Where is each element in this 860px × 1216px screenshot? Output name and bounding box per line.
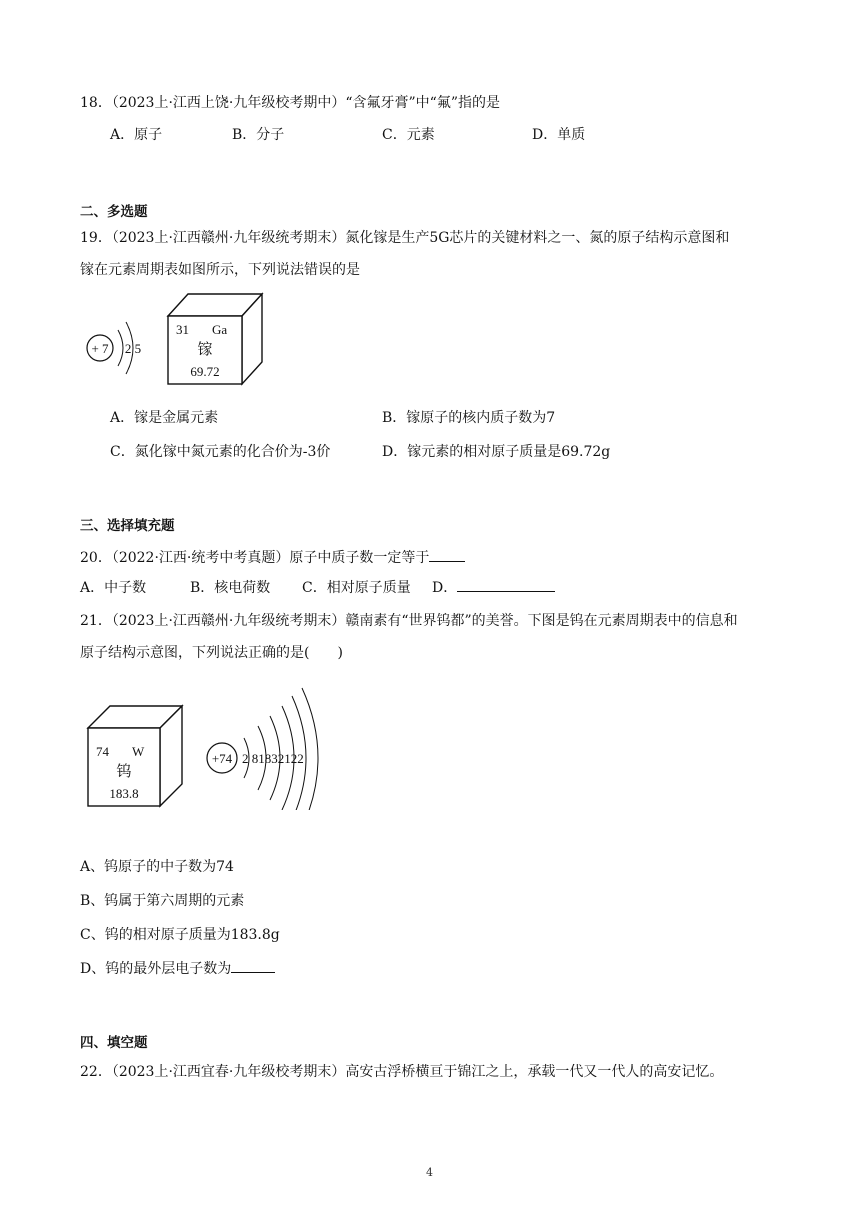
q18-option-b: B．分子 (232, 127, 285, 143)
section-heading-select-fill: 三、选择填充题 (80, 518, 175, 534)
page-number: 4 (426, 1166, 433, 1179)
tungsten-shell-label: 2 81832122 (242, 751, 304, 766)
q21-option-a: A、钨原子的中子数为74 (80, 859, 234, 875)
q21-option-c: C、钨的相对原子质量为183.8g (80, 927, 280, 943)
q20-stem-text: 20．（2022·江西·统考中考真题）原子中质子数一定等于 (80, 550, 430, 566)
q21-option-b: B、钨属于第六周期的元素 (80, 893, 245, 909)
q22-stem: 22．（2023上·江西宜春·九年级校考期末）高安古浮桥横亘于锦江之上，承载一代又一代人的高安记忆。 (80, 1064, 724, 1080)
q21-stem-line1: 21．（2023上·江西赣州·九年级统考期末）赣南素有“世界钨都”的美誉。下图是钨在元素周期表中的信息和 (80, 613, 738, 629)
q20-option-b: B．核电荷数 (190, 580, 271, 596)
q18-stem: 18．（2023上·江西上饶·九年级校考期中）“含氟牙膏”中“氟”指的是 (80, 95, 500, 111)
section-heading-fill-blank: 四、填空题 (80, 1035, 148, 1051)
nitrogen-shell-label: 2 5 (124, 341, 142, 356)
q19-stem-line2: 镓在元素周期表如图所示，下列说法错误的是 (80, 262, 360, 278)
tungsten-atomic-number: 74 (96, 744, 109, 759)
section-heading-multiple-choice: 二、多选题 (80, 204, 148, 220)
q20-option-a: A．中子数 (80, 580, 147, 596)
tungsten-name: 钨 (116, 764, 132, 780)
q18-option-c: C．元素 (382, 127, 435, 143)
tungsten-atom-diagram (207, 688, 318, 810)
tungsten-atomic-mass: 183.8 (109, 786, 139, 801)
q20-option-d (432, 577, 555, 597)
q20-answer-blank (429, 547, 465, 562)
q19-option-c: C．氮化镓中氮元素的化合价为-3价 (110, 444, 331, 460)
q18-option-a: A．原子 (110, 127, 163, 143)
gallium-name: 镓 (197, 342, 213, 358)
q18-option-d: D．单质 (532, 127, 586, 143)
tungsten-periodic-cell (88, 706, 182, 806)
q19-option-a: A．镓是金属元素 (110, 410, 219, 426)
nitrogen-atom-diagram (87, 322, 141, 374)
q19-option-b: B．镓原子的核内质子数为7 (382, 410, 556, 426)
q21-figure (84, 676, 334, 810)
q20-option-d-label: D． (432, 580, 458, 596)
nitrogen-nucleus-label: + 7 (91, 341, 109, 356)
gallium-atomic-number: 31 (176, 322, 189, 337)
q19-figure (80, 290, 270, 390)
tungsten-nucleus-label: +74 (211, 751, 233, 766)
q20-option-c: C．相对原子质量 (302, 580, 411, 596)
q21-stem-line2: 原子结构示意图，下列说法正确的是( ) (80, 645, 343, 661)
q19-option-d: D．镓元素的相对原子质量是69.72g (382, 444, 611, 460)
tungsten-symbol: W (132, 744, 145, 759)
q21-option-d-blank (231, 958, 275, 973)
gallium-atomic-mass: 69.72 (190, 364, 220, 379)
gallium-symbol: Ga (212, 322, 228, 337)
q19-stem-line1: 19．（2023上·江西赣州·九年级统考期末）氮化镓是生产5G芯片的关键材料之一、氮的原子结构示意图和 (80, 230, 730, 246)
q21-option-d-label: D、钨的最外层电子数为 (80, 961, 232, 977)
q21-option-d (80, 958, 275, 978)
gallium-periodic-cell (168, 294, 262, 384)
q20-option-d-blank (457, 577, 555, 592)
q20-stem (80, 547, 465, 567)
